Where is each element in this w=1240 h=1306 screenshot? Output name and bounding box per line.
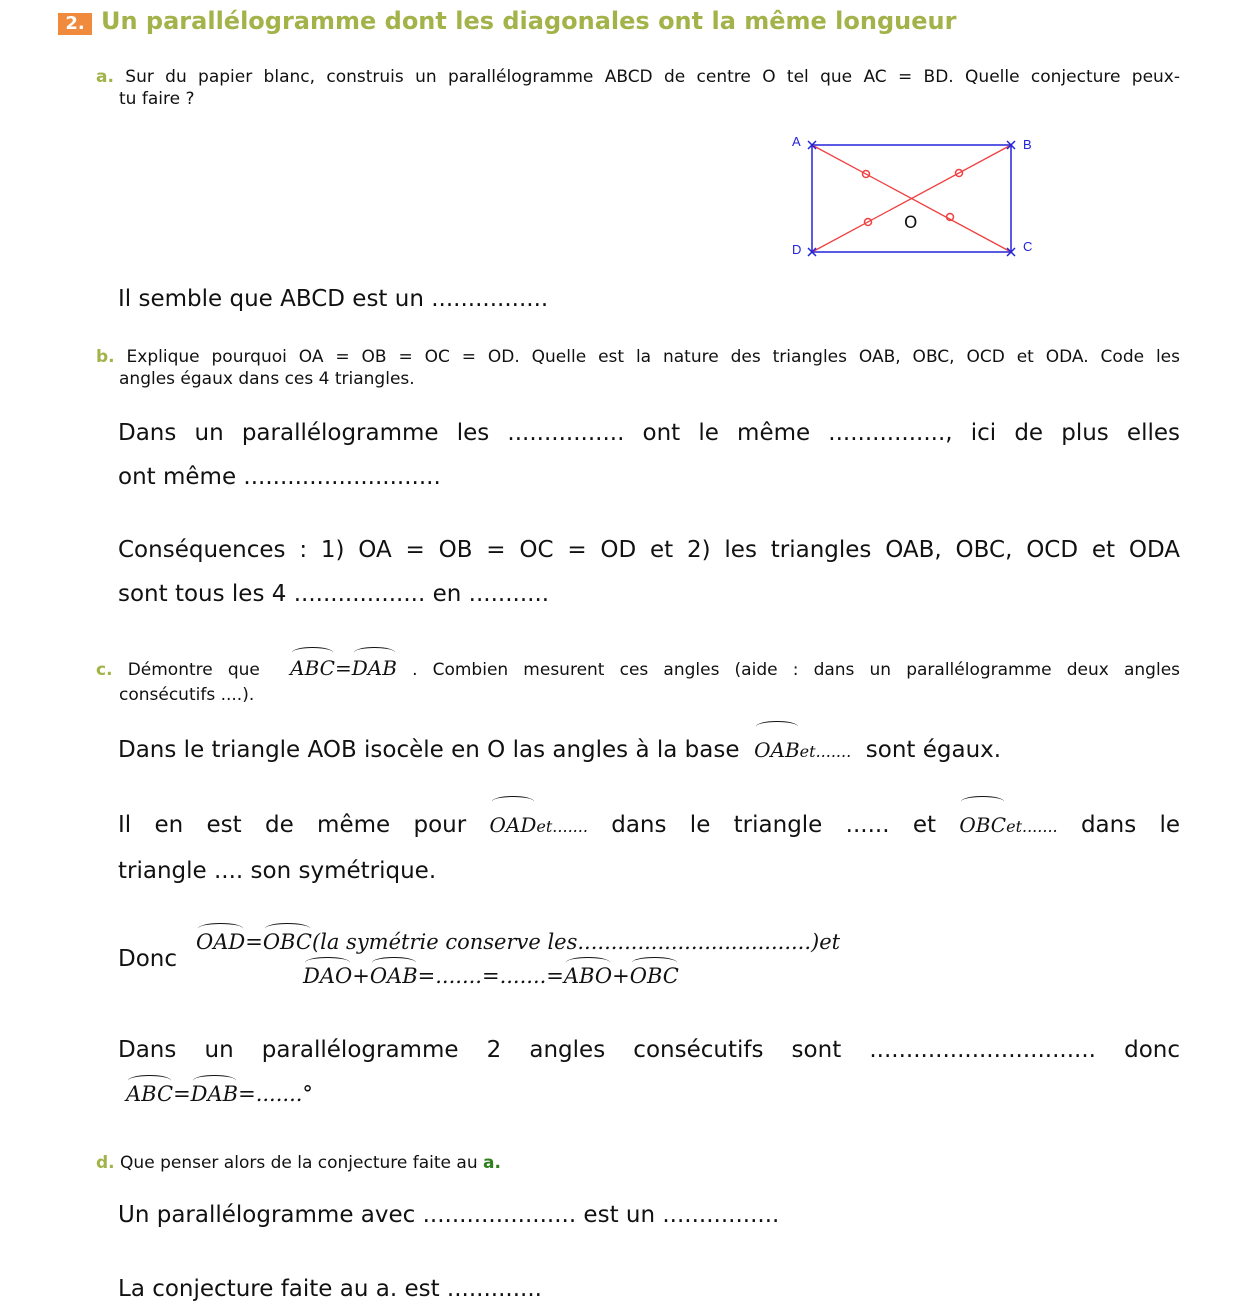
question-d [96,1152,1180,1174]
question-b-line1: Explique pourquoi OA = OB = OC = OD. Quelle est la nature des triangles OAB, OBC, OCD et ODA. Code les [126,347,1180,367]
answer-c-4-formula [126,1082,313,1106]
label-d: D [792,242,802,257]
answer-c-2-text-c: dans le [1080,812,1181,838]
degree-blank: =.......° [238,1082,313,1106]
answer-d-2: La conjecture faite au a. est ............. [118,1276,542,1302]
donc-label: Donc [118,946,178,972]
answer-c-2-text-b: dans le triangle ...... et [611,812,936,838]
answer-c-1 [118,728,1180,774]
answer-c-2-et1: et....... [536,817,588,836]
eq-sign: = [334,656,352,680]
parallelogram-figure [780,128,1040,268]
question-a [96,66,1180,110]
angle-abo-f: ABO [563,964,613,988]
plus-1: + [352,964,370,988]
formula-line2 [303,964,679,988]
label-b: B [1023,137,1032,152]
formula-text: (la symétrie conserve les...................................)et [311,930,841,954]
question-d-ref: a. [483,1153,501,1173]
answer-c-1-end: sont égaux. [865,737,1002,763]
question-d-text: Que penser alors de la conjecture faite au [120,1153,478,1173]
angle-obc-f2: OBC [629,964,679,988]
answer-c-2 [118,803,1180,893]
answer-c-4 [118,1028,1180,1072]
question-a-line2: tu faire ? [119,89,195,109]
answer-c-1-et: et....... [799,742,852,761]
question-c [96,654,1180,706]
formula-middle: =.......=.......= [417,964,564,988]
question-a-label: a. [96,67,114,87]
answer-c-1-text: Dans le triangle AOB isocèle en O las angles à la base [118,737,740,763]
answer-c-2-line2: triangle .... son symétrique. [118,858,437,884]
question-c-rest: . Combien mesurent ces angles (aide : dans un parallélogramme deux angles [412,660,1181,680]
label-a: A [792,134,801,149]
answer-c-2-et2: et....... [1006,817,1058,836]
question-a-line1: Sur du papier blanc, construis un parallélogramme ABCD de centre O tel que AC = BD. Quelle conjecture peux- [125,67,1181,87]
angle-oab-f: OAB [369,964,418,988]
angle-oad: OAD [490,803,537,847]
question-b-label: b. [96,347,115,367]
angle-dao-f: DAO [303,964,353,988]
angle-oad-f: OAD [196,930,246,954]
question-b [96,346,1180,390]
angle-oab: OAB [754,728,800,772]
exercise-number: 2. [58,13,92,35]
answer-a: Il semble que ABCD est un ................ [118,286,549,312]
label-c: C [1023,239,1033,254]
question-c-line2: consécutifs ....). [119,685,255,705]
answer-d-1: Un parallélogramme avec ..................... est un ................ [118,1202,780,1228]
formula-eq: = [245,930,263,954]
answer-c-2-text-a: Il en est de même pour [118,812,467,838]
angle-obc-f: OBC [262,930,312,954]
eq-sign-2: = [173,1082,191,1106]
question-c-intro: Démontre que [127,660,260,680]
angle-dab-2: DAB [190,1082,239,1106]
angle-abc-2: ABC [126,1082,174,1106]
label-o: O [904,213,918,233]
formula-line1 [196,930,840,954]
answer-b-1 [118,411,1180,499]
angle-dab: DAB [351,656,397,680]
question-d-label: d. [96,1153,115,1173]
answer-b-2 [118,528,1180,616]
angle-abc: ABC [290,656,335,680]
plus-2: + [612,964,630,988]
answer-b-1-line1: Dans un parallélogramme les ................ ont le même ................, ici de plus elles [118,420,1180,446]
answer-c-4-line1: Dans un parallélogramme 2 angles consécutifs sont ............................... donc [118,1037,1180,1063]
question-b-line2: angles égaux dans ces 4 triangles. [119,369,415,389]
angle-obc: OBC [959,803,1006,847]
answer-b-1-line2: ont même ........................... [118,464,441,490]
answer-b-2-line1: Conséquences : 1) OA = OB = OC = OD et 2) les triangles OAB, OBC, OCD et ODA [118,537,1180,563]
answer-b-2-line2: sont tous les 4 .................. en ........... [118,581,550,607]
question-c-label: c. [96,660,113,680]
exercise-title: Un parallélogramme dont les diagonales ont la même longueur [101,7,957,35]
